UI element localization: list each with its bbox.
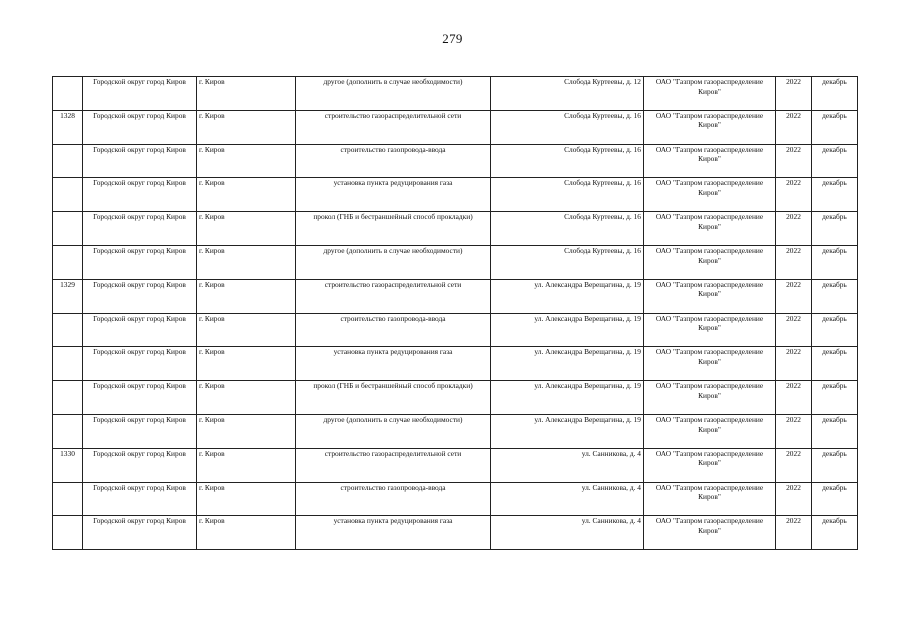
city-text: г. Киров — [199, 347, 225, 357]
address-text: ул. Александра Верещагина, д. 19 — [534, 313, 641, 323]
organization-cell — [644, 212, 776, 246]
organization-cell — [644, 448, 776, 482]
month-cell — [812, 110, 858, 144]
month-text: декабрь — [822, 381, 847, 391]
work-type-text: установка пункта редуцирования газа — [333, 516, 453, 526]
table-row — [53, 212, 858, 246]
city-text: г. Киров — [199, 279, 225, 289]
record-number-cell — [53, 313, 83, 347]
city-text: г. Киров — [199, 414, 225, 424]
month-text: декабрь — [822, 110, 847, 120]
page-number: 279 — [442, 31, 463, 46]
city-cell — [197, 347, 296, 381]
municipality-cell — [83, 313, 197, 347]
work-type-cell — [296, 414, 491, 448]
work-type-text: прокол (ГНБ и бестраншейный способ прокладки) — [313, 381, 473, 391]
work-type-cell — [296, 313, 491, 347]
year-text: 2022 — [786, 279, 801, 289]
city-text: г. Киров — [199, 178, 225, 188]
month-text: декабрь — [822, 414, 847, 424]
address-text: Слобода Куртеевы, д. 16 — [564, 178, 641, 188]
table-row — [53, 448, 858, 482]
record-number-text: 1330 — [60, 448, 75, 458]
year-cell — [776, 414, 812, 448]
year-cell — [776, 77, 812, 111]
city-cell — [197, 516, 296, 550]
address-cell — [491, 448, 644, 482]
address-text: ул. Санникова, д. 4 — [581, 448, 641, 458]
record-number-cell — [53, 178, 83, 212]
address-cell — [491, 516, 644, 550]
year-text: 2022 — [786, 313, 801, 323]
organization-text: ОАО "Газпром газораспределение Киров" — [655, 448, 764, 468]
municipality-text: Городской округ город Киров — [93, 77, 186, 86]
year-text: 2022 — [786, 245, 801, 255]
address-cell — [491, 212, 644, 246]
organization-cell — [644, 178, 776, 212]
municipality-cell — [83, 347, 197, 381]
table-row — [53, 178, 858, 212]
year-cell — [776, 212, 812, 246]
address-cell — [491, 178, 644, 212]
municipality-cell — [83, 144, 197, 178]
organization-text: ОАО "Газпром газораспределение Киров" — [655, 482, 764, 502]
month-text: декабрь — [822, 77, 847, 86]
city-cell — [197, 414, 296, 448]
organization-cell — [644, 414, 776, 448]
work-type-cell — [296, 245, 491, 279]
address-text: Слобода Куртеевы, д. 16 — [564, 212, 641, 222]
year-cell — [776, 448, 812, 482]
month-cell — [812, 516, 858, 550]
month-cell — [812, 347, 858, 381]
year-text: 2022 — [786, 448, 801, 458]
month-cell — [812, 77, 858, 111]
work-type-text: прокол (ГНБ и бестраншейный способ прокладки) — [313, 212, 473, 222]
month-cell — [812, 313, 858, 347]
city-cell — [197, 313, 296, 347]
municipality-cell — [83, 414, 197, 448]
organization-cell — [644, 516, 776, 550]
municipality-cell — [83, 178, 197, 212]
work-type-cell — [296, 381, 491, 415]
municipality-text: Городской округ город Киров — [93, 178, 186, 188]
municipality-cell — [83, 516, 197, 550]
organization-text: ОАО "Газпром газораспределение Киров" — [655, 245, 764, 265]
year-text: 2022 — [786, 381, 801, 391]
municipality-cell — [83, 448, 197, 482]
work-type-text: строительство газопровода-ввода — [340, 144, 446, 154]
address-cell — [491, 414, 644, 448]
address-cell — [491, 245, 644, 279]
city-cell — [197, 482, 296, 516]
municipality-text: Городской округ город Киров — [93, 414, 186, 424]
municipality-text: Городской округ город Киров — [93, 212, 186, 222]
city-cell — [197, 178, 296, 212]
month-cell — [812, 245, 858, 279]
organization-cell — [644, 110, 776, 144]
municipality-cell — [83, 245, 197, 279]
address-text: Слобода Куртеевы, д. 16 — [564, 144, 641, 154]
work-type-cell — [296, 144, 491, 178]
organization-cell — [644, 482, 776, 516]
organization-text: ОАО "Газпром газораспределение Киров" — [655, 212, 764, 231]
month-text: декабрь — [822, 245, 847, 255]
month-text: декабрь — [822, 516, 847, 526]
year-text: 2022 — [786, 178, 801, 188]
city-cell — [197, 381, 296, 415]
month-cell — [812, 144, 858, 178]
work-type-cell — [296, 212, 491, 246]
year-cell — [776, 178, 812, 212]
work-type-text: установка пункта редуцирования газа — [333, 178, 453, 188]
year-text: 2022 — [786, 212, 801, 222]
city-cell — [197, 448, 296, 482]
city-text: г. Киров — [199, 77, 225, 86]
year-cell — [776, 279, 812, 313]
municipality-cell — [83, 381, 197, 415]
organization-text: ОАО "Газпром газораспределение Киров" — [655, 414, 764, 434]
city-text: г. Киров — [199, 144, 225, 154]
work-type-text: строительство газораспределительной сети — [324, 110, 462, 120]
address-text: Слобода Куртеевы, д. 16 — [564, 110, 641, 120]
municipality-text: Городской округ город Киров — [93, 144, 186, 154]
city-text: г. Киров — [199, 516, 225, 526]
municipality-cell — [83, 110, 197, 144]
record-number-cell — [53, 144, 83, 178]
organization-text: ОАО "Газпром газораспределение Киров" — [655, 516, 764, 535]
work-type-text: строительство газопровода-ввода — [340, 482, 446, 492]
work-type-text: строительство газопровода-ввода — [340, 313, 446, 323]
year-text: 2022 — [786, 414, 801, 424]
work-type-cell — [296, 279, 491, 313]
table-row — [53, 110, 858, 144]
month-text: декабрь — [822, 178, 847, 188]
work-type-cell — [296, 516, 491, 550]
year-cell — [776, 347, 812, 381]
municipality-text: Городской округ город Киров — [93, 381, 186, 391]
year-cell — [776, 516, 812, 550]
month-cell — [812, 414, 858, 448]
month-text: декабрь — [822, 482, 847, 492]
organization-cell — [644, 245, 776, 279]
organization-text: ОАО "Газпром газораспределение Киров" — [655, 110, 764, 130]
municipality-text: Городской округ город Киров — [93, 516, 186, 526]
table-row — [53, 144, 858, 178]
address-cell — [491, 144, 644, 178]
record-number-cell — [53, 448, 83, 482]
year-cell — [776, 482, 812, 516]
municipality-text: Городской округ город Киров — [93, 448, 186, 458]
address-cell — [491, 77, 644, 111]
city-cell — [197, 279, 296, 313]
organization-text: ОАО "Газпром газораспределение Киров" — [655, 279, 764, 299]
city-text: г. Киров — [199, 212, 225, 222]
organization-cell — [644, 347, 776, 381]
municipality-text: Городской округ город Киров — [93, 110, 186, 120]
organization-cell — [644, 313, 776, 347]
organization-cell — [644, 77, 776, 111]
record-number-cell — [53, 77, 83, 111]
organization-text: ОАО "Газпром газораспределение Киров" — [655, 144, 764, 164]
address-text: ул. Санникова, д. 4 — [581, 482, 641, 492]
year-text: 2022 — [786, 110, 801, 120]
work-type-text: строительство газораспределительной сети — [324, 279, 462, 289]
table-row — [53, 347, 858, 381]
registry-table-body — [53, 77, 858, 550]
month-cell — [812, 448, 858, 482]
work-type-cell — [296, 110, 491, 144]
record-number-cell — [53, 347, 83, 381]
municipality-text: Городской округ город Киров — [93, 313, 186, 323]
address-cell — [491, 482, 644, 516]
table-row — [53, 482, 858, 516]
organization-text: ОАО "Газпром газораспределение Киров" — [655, 178, 764, 198]
work-type-text: установка пункта редуцирования газа — [333, 347, 453, 357]
work-type-text: другое (дополнить в случае необходимости) — [323, 77, 463, 86]
organization-text: ОАО "Газпром газораспределение Киров" — [655, 313, 764, 333]
year-cell — [776, 245, 812, 279]
city-cell — [197, 212, 296, 246]
work-type-text: другое (дополнить в случае необходимости) — [323, 414, 463, 424]
year-text: 2022 — [786, 347, 801, 357]
year-text: 2022 — [786, 144, 801, 154]
city-cell — [197, 77, 296, 111]
work-type-text: другое (дополнить в случае необходимости) — [323, 245, 463, 255]
organization-text: ОАО "Газпром газораспределение Киров" — [655, 381, 764, 400]
record-number-cell — [53, 381, 83, 415]
organization-cell — [644, 381, 776, 415]
municipality-text: Городской округ город Киров — [93, 482, 186, 492]
municipality-cell — [83, 212, 197, 246]
address-cell — [491, 279, 644, 313]
table-row — [53, 516, 858, 550]
work-type-cell — [296, 482, 491, 516]
city-cell — [197, 245, 296, 279]
organization-text: ОАО "Газпром газораспределение Киров" — [655, 347, 764, 366]
month-cell — [812, 279, 858, 313]
month-text: декабрь — [822, 448, 847, 458]
address-cell — [491, 313, 644, 347]
year-text: 2022 — [786, 77, 801, 86]
municipality-text: Городской округ город Киров — [93, 245, 186, 255]
work-type-cell — [296, 448, 491, 482]
city-text: г. Киров — [199, 245, 225, 255]
month-text: декабрь — [822, 144, 847, 154]
table-row — [53, 245, 858, 279]
municipality-cell — [83, 482, 197, 516]
city-cell — [197, 110, 296, 144]
month-text: декабрь — [822, 347, 847, 357]
address-text: ул. Александра Верещагина, д. 19 — [534, 347, 641, 357]
record-number-text: 1328 — [60, 110, 75, 120]
month-text: декабрь — [822, 279, 847, 289]
table-row — [53, 77, 858, 111]
organization-text: ОАО "Газпром газораспределение Киров" — [655, 77, 764, 96]
address-cell — [491, 347, 644, 381]
organization-cell — [644, 279, 776, 313]
city-text: г. Киров — [199, 313, 225, 323]
address-cell — [491, 110, 644, 144]
city-cell — [197, 144, 296, 178]
table-row — [53, 279, 858, 313]
address-text: Слобода Куртеевы, д. 16 — [564, 245, 641, 255]
year-cell — [776, 313, 812, 347]
work-type-cell — [296, 178, 491, 212]
address-text: ул. Александра Верещагина, д. 19 — [534, 381, 641, 391]
municipality-text: Городской округ город Киров — [93, 347, 186, 357]
table-row — [53, 414, 858, 448]
city-text: г. Киров — [199, 110, 225, 120]
municipality-cell — [83, 77, 197, 111]
municipality-text: Городской округ город Киров — [93, 279, 186, 289]
address-cell — [491, 381, 644, 415]
registry-table — [52, 76, 858, 550]
address-text: ул. Александра Верещагина, д. 19 — [534, 414, 641, 424]
year-cell — [776, 110, 812, 144]
month-text: декабрь — [822, 212, 847, 222]
work-type-cell — [296, 347, 491, 381]
record-number-text: 1329 — [60, 279, 75, 289]
month-cell — [812, 482, 858, 516]
work-type-text: строительство газораспределительной сети — [324, 448, 462, 458]
municipality-cell — [83, 279, 197, 313]
year-cell — [776, 381, 812, 415]
organization-cell — [644, 144, 776, 178]
year-text: 2022 — [786, 516, 801, 526]
address-text: ул. Санникова, д. 4 — [581, 516, 641, 526]
record-number-cell — [53, 482, 83, 516]
record-number-cell — [53, 212, 83, 246]
address-text: ул. Александра Верещагина, д. 19 — [534, 279, 641, 289]
year-cell — [776, 144, 812, 178]
record-number-cell — [53, 279, 83, 313]
year-text: 2022 — [786, 482, 801, 492]
city-text: г. Киров — [199, 381, 225, 391]
table-row — [53, 381, 858, 415]
month-cell — [812, 212, 858, 246]
month-cell — [812, 381, 858, 415]
record-number-cell — [53, 110, 83, 144]
city-text: г. Киров — [199, 482, 225, 492]
city-text: г. Киров — [199, 448, 225, 458]
work-type-cell — [296, 77, 491, 111]
address-text: Слобода Куртеевы, д. 12 — [564, 77, 641, 86]
record-number-cell — [53, 516, 83, 550]
record-number-cell — [53, 245, 83, 279]
month-text: декабрь — [822, 313, 847, 323]
record-number-cell — [53, 414, 83, 448]
month-cell — [812, 178, 858, 212]
table-row — [53, 313, 858, 347]
